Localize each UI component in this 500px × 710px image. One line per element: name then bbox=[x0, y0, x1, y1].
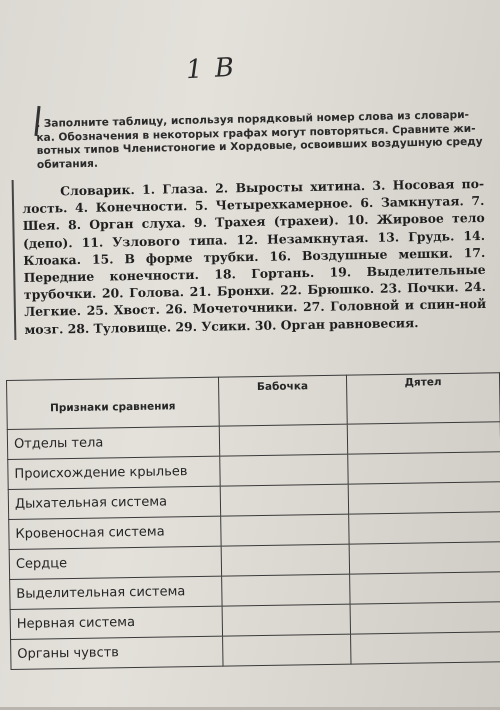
pen-margin-line bbox=[12, 180, 17, 340]
row-label: Кровеносная система bbox=[9, 516, 221, 549]
row-label: Органы чувств bbox=[11, 636, 223, 669]
handwritten-note: 1 В bbox=[185, 52, 237, 86]
butterfly-cell[interactable] bbox=[219, 454, 348, 486]
woodpecker-cell[interactable] bbox=[347, 422, 500, 454]
comparison-table bbox=[6, 372, 500, 670]
task-instructions: . Заполните таблицу, используя порядковый номер слова из словари-ка. Обозначения в некоторых графах могут повторяться. Сравните жи-вотных типов Членистоногие и Хордовые, освоивших воздушную среду обитания. bbox=[36, 108, 483, 171]
butterfly-cell[interactable] bbox=[220, 514, 349, 546]
header-criteria: Признаки сравнения bbox=[7, 377, 219, 429]
butterfly-cell[interactable] bbox=[222, 634, 351, 666]
butterfly-cell[interactable] bbox=[220, 484, 349, 516]
butterfly-cell[interactable] bbox=[222, 604, 351, 636]
butterfly-cell[interactable] bbox=[221, 574, 350, 606]
woodpecker-cell[interactable] bbox=[350, 572, 500, 604]
header-woodpecker: Дятел bbox=[346, 373, 500, 424]
woodpecker-cell[interactable] bbox=[350, 602, 500, 634]
row-label: Сердце bbox=[9, 546, 221, 579]
table-row bbox=[11, 632, 500, 670]
butterfly-cell[interactable] bbox=[221, 544, 350, 576]
comparison-table-wrapper bbox=[6, 372, 500, 710]
dictionary-paragraph bbox=[22, 175, 487, 338]
woodpecker-cell[interactable] bbox=[349, 542, 500, 574]
row-label: Нервная система bbox=[10, 606, 222, 639]
dictionary-text: Словарик. 1. Глаза. 2. Выросты хитина. 3. Носовая по-лость. 4. Конечности. 5. Четырехкамерное. 6. Замкнутая. 7. Шея. 8. Орган слуха. 9. Трахея (трахеи). 10. Жировое тело (депо). 11. Узлового типа. 12. Незамкнутая. 13. Грудь. 14. Клоака. 15. В форме трубки. 16. Воздушные мешки. 17. Передние конечности. 18. Гортань. 19. Выделительные трубочки. 20. Голова. 21. Бронхи. 22. Брюшко. 23. Почки. 24. Легкие. 25. Хвост. 26. Мочеточники. 27. Головной и спин-ной мозг. 28. Туловище. 29. Усики. 30. Орган равновесия. bbox=[22, 175, 487, 337]
woodpecker-cell[interactable] bbox=[348, 452, 500, 484]
row-label: Выделительная система bbox=[10, 576, 222, 609]
woodpecker-cell[interactable] bbox=[349, 512, 500, 544]
row-label: Дыхательная система bbox=[8, 486, 220, 519]
woodpecker-cell[interactable] bbox=[351, 632, 500, 664]
woodpecker-cell[interactable] bbox=[348, 482, 500, 514]
butterfly-cell[interactable] bbox=[219, 424, 348, 456]
row-label: Происхождение крыльев bbox=[8, 456, 220, 489]
header-butterfly: Бабочка bbox=[218, 375, 347, 426]
row-label: Отделы тела bbox=[7, 426, 219, 459]
table-header-row bbox=[7, 373, 500, 430]
